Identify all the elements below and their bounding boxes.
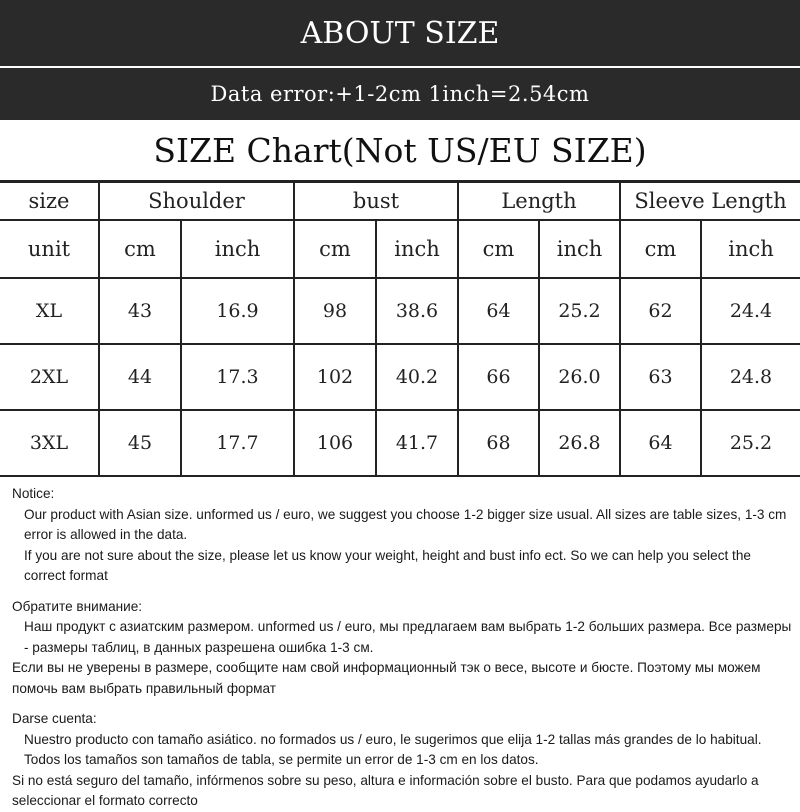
notice-text-en-1: Our product with Asian size. unformed us / euro, we suggest you choose 1-2 bigger size usual. All sizes are table sizes, 1-3 cm error is allowed in the data. <box>24 506 787 542</box>
value-cell: 63 <box>620 344 701 410</box>
unit-cell: inch <box>376 220 458 278</box>
value-cell: 26.0 <box>539 344 620 410</box>
notice-text-en-2: If you are not sure about the size, please let us know your weight, height and bust info ect. So we can help you select the correct format <box>24 547 751 583</box>
size-chart-title: SIZE Chart(Not US/EU SIZE) <box>0 120 800 182</box>
value-cell: 24.8 <box>701 344 800 410</box>
unit-cell: cm <box>458 220 539 278</box>
value-cell: 44 <box>99 344 181 410</box>
notice-text-es-2: Si no está seguro del tamaño, infórmenos sobre su peso, altura e información sobre el busto. Para que podamos ayudarlo a seleccionar el formato correcto <box>12 772 759 808</box>
notice-heading-ru: Обратите внимание: <box>12 598 143 614</box>
header-subtitle: Data error:+1-2cm 1inch=2.54cm <box>210 82 590 106</box>
value-cell: 17.3 <box>181 344 294 410</box>
value-cell: 26.8 <box>539 410 620 476</box>
value-cell: 68 <box>458 410 539 476</box>
table-unit-row <box>0 220 800 278</box>
notice-heading-es: Darse cuenta: <box>12 711 97 726</box>
group-header-sleeve-length: Sleeve Length <box>620 182 800 220</box>
notice-text-es-1: Nuestro producto con tamaño asiático. no formados us / euro, le sugerimos que elija 1-2 tallas más grandes de lo habitual. Todos los tamaños son tamaños de tabla, se permite un error de 1-3 cm en los datos. <box>24 731 762 767</box>
notice-heading-en: Notice: <box>12 486 55 501</box>
notice-text-ru-2: Если вы не уверены в размере, сообщите нам свой информационный тэк о весе, высоте и бюсте. Поэтому мы можем помочь вам выбрать правильный формат <box>12 660 761 696</box>
value-cell: 64 <box>620 410 701 476</box>
value-cell: 106 <box>294 410 376 476</box>
unit-cell: cm <box>99 220 181 278</box>
value-cell: 45 <box>99 410 181 476</box>
notice-text-ru-1: Наш продукт с азиатским размером. unformed us / euro, мы предлагаем вам выбрать 1-2 больших размера. Все размеры - размеры таблиц, в данных разрешена ошибка 1-3 см. <box>24 619 792 655</box>
group-header-bust: bust <box>294 182 458 220</box>
unit-cell: inch <box>539 220 620 278</box>
unit-cell: cm <box>620 220 701 278</box>
size-cell: 2XL <box>0 344 99 410</box>
size-notes <box>12 484 794 812</box>
header-subtitle-bar <box>0 68 800 120</box>
header-title-bar <box>0 0 800 66</box>
value-cell: 62 <box>620 278 701 344</box>
value-cell: 66 <box>458 344 539 410</box>
unit-header: unit <box>0 220 99 278</box>
value-cell: 24.4 <box>701 278 800 344</box>
table-row <box>0 344 800 410</box>
table-group-header-row <box>0 182 800 220</box>
table-row <box>0 410 800 476</box>
value-cell: 25.2 <box>539 278 620 344</box>
value-cell: 43 <box>99 278 181 344</box>
table-row <box>0 278 800 344</box>
unit-cell: cm <box>294 220 376 278</box>
size-table <box>0 181 800 477</box>
value-cell: 38.6 <box>376 278 458 344</box>
unit-cell: inch <box>181 220 294 278</box>
value-cell: 17.7 <box>181 410 294 476</box>
size-cell: 3XL <box>0 410 99 476</box>
value-cell: 41.7 <box>376 410 458 476</box>
size-cell: XL <box>0 278 99 344</box>
value-cell: 16.9 <box>181 278 294 344</box>
unit-cell: inch <box>701 220 800 278</box>
size-header: size <box>0 182 99 220</box>
value-cell: 64 <box>458 278 539 344</box>
header-title: ABOUT SIZE <box>300 15 500 51</box>
value-cell: 98 <box>294 278 376 344</box>
value-cell: 40.2 <box>376 344 458 410</box>
value-cell: 25.2 <box>701 410 800 476</box>
value-cell: 102 <box>294 344 376 410</box>
group-header-shoulder: Shoulder <box>99 182 294 220</box>
group-header-length: Length <box>458 182 620 220</box>
